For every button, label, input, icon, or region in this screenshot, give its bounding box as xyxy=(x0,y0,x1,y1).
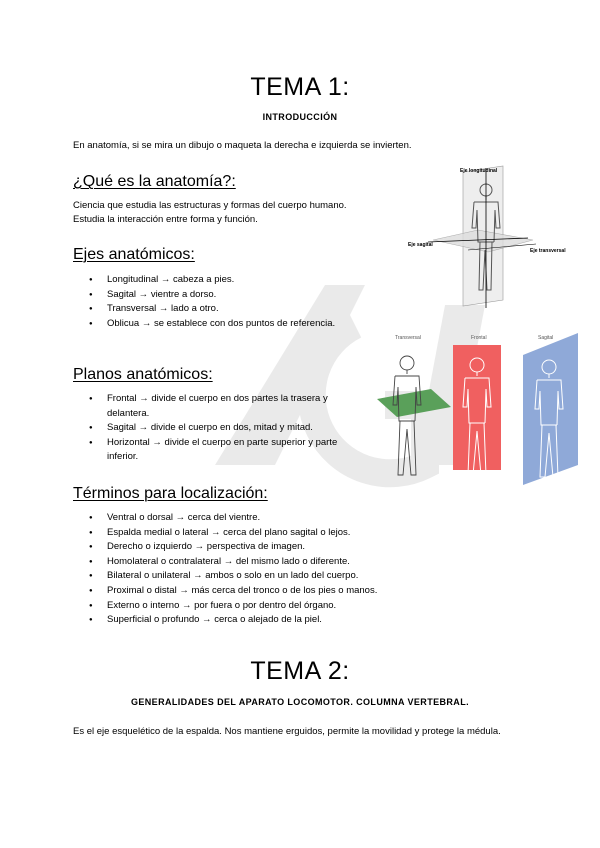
list-item: ● Ventral o dorsal → cerca del vientre. xyxy=(73,511,453,526)
heading-planos-anatomicos: Planos anatómicos: xyxy=(73,366,213,383)
tema2-paragraph: Es el eje esquelético de la espalda. Nos mantiene erguidos, permite la movilidad y protege la médula. xyxy=(73,726,501,737)
anatomia-definition-1: Ciencia que estudia las estructuras y formas del cuerpo humano. xyxy=(73,200,347,211)
list-item: ● Superficial o profundo → cerca o alejado de la piel. xyxy=(73,613,453,628)
list-item: ● Horizontal → divide el cuerpo en parte superior y parte inferior. xyxy=(73,436,363,465)
anatomical-planes-figure xyxy=(373,325,583,485)
sagittal-plane-panel xyxy=(523,333,578,485)
heading-ejes-anatomicos: Ejes anatómicos: xyxy=(73,246,195,263)
label-eje-sagital: Eje sagital xyxy=(408,242,433,248)
list-item: ● Espalda medial o lateral → cerca del plano sagital o lejos. xyxy=(73,526,453,541)
list-item: ● Proximal o distal → más cerca del tronco o de los pies o manos. xyxy=(73,584,453,599)
list-item: ● Sagital → divide el cuerpo en dos, mitad y mitad. xyxy=(73,421,363,436)
list-item: ● Longitudinal → cabeza a pies. xyxy=(73,273,338,288)
ejes-list xyxy=(73,273,338,331)
list-item: ● Homolateral o contralateral → del mismo lado o diferente. xyxy=(73,555,453,570)
anatomical-axes-figure xyxy=(408,160,566,310)
plane-label-2: Frontal xyxy=(471,335,487,341)
list-item: ● Externo o interno → por fuera o por dentro del órgano. xyxy=(73,599,453,614)
label-eje-longitudinal: Eje longitudinal xyxy=(460,168,498,174)
anatomia-definition-2: Estudia la interacción entre forma y función. xyxy=(73,214,258,225)
tema1-title: TEMA 1: xyxy=(250,73,350,101)
heading-que-es-anatomia: ¿Qué es la anatomía?: xyxy=(73,173,236,190)
transverse-plane-panel xyxy=(377,356,451,475)
list-item: ● Transversal → lado a otro. xyxy=(73,302,338,317)
tema1-intro: En anatomía, si se mira un dibujo o maqueta la derecha e izquierda se invierten. xyxy=(73,140,412,151)
frontal-plane-panel xyxy=(453,345,501,475)
tema2-title: TEMA 2: xyxy=(250,657,350,685)
plane-label-1: Transversal xyxy=(395,335,421,341)
tema1-subtitle: INTRODUCCIÓN xyxy=(262,112,338,122)
planos-list xyxy=(73,392,363,465)
heading-terminos-localizacion: Términos para localización: xyxy=(73,485,268,502)
list-item: ● Derecho o izquierdo → perspectiva de imagen. xyxy=(73,540,453,555)
list-item: ● Frontal → divide el cuerpo en dos partes la trasera y delantera. xyxy=(73,392,363,421)
list-item: ● Oblicua → se establece con dos puntos de referencia. xyxy=(73,317,338,332)
list-item: ● Sagital → vientre a dorso. xyxy=(73,288,338,303)
list-item: ● Bilateral o unilateral → ambos o solo en un lado del cuerpo. xyxy=(73,569,453,584)
terminos-list xyxy=(73,511,453,628)
label-eje-transversal: Eje transversal xyxy=(530,248,566,254)
tema2-subtitle: GENERALIDADES DEL APARATO LOCOMOTOR. COLUMNA VERTEBRAL. xyxy=(130,697,469,707)
plane-label-3: Sagital xyxy=(538,335,554,341)
